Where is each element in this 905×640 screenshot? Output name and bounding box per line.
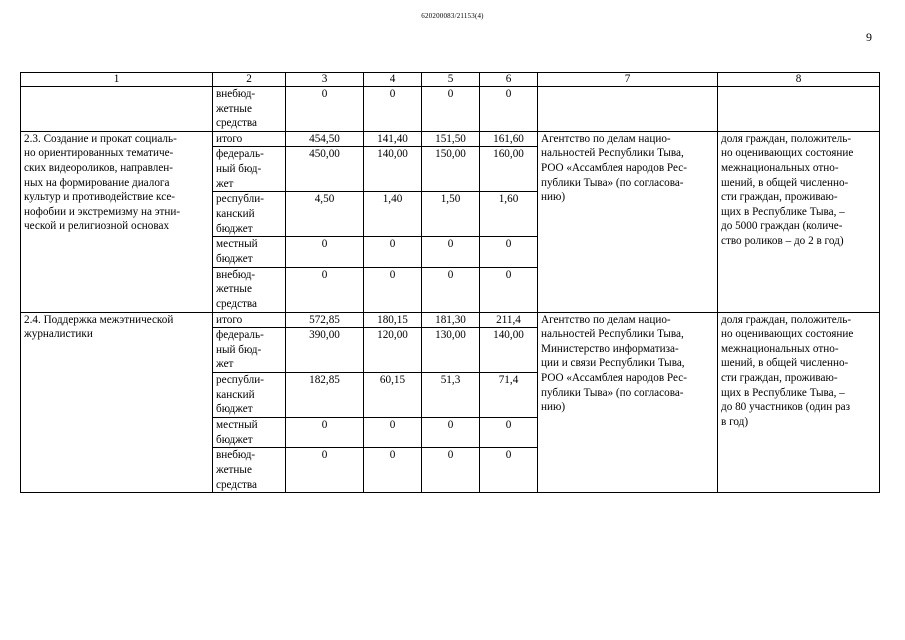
value-cell-year-2: 130,00: [422, 328, 480, 373]
activity-cell: 2.4. Поддержка межэтнической журналистики: [21, 312, 213, 493]
activity-cell: 2.3. Создание и прокат социаль- но ориентированных тематиче- ских видеороликов, направлен- ных на формирование диалога культур и противодействие ксе- нофобии и экстремизму на этни- ческой и религиозной основах: [21, 131, 213, 312]
value-cell-year-2: 1,50: [422, 192, 480, 237]
header-cell-col-3: 3: [286, 73, 364, 87]
value-cell-year-3: 1,60: [480, 192, 538, 237]
empty-executor-cell: [538, 87, 718, 132]
value-cell-year-1: 0: [364, 87, 422, 132]
value-cell-year-2: 0: [422, 448, 480, 493]
funding-source-cell: республи- канский бюджет: [213, 192, 286, 237]
header-cell-col-8: 8: [718, 73, 880, 87]
value-cell-year-2: 151,50: [422, 131, 480, 147]
value-cell-total: 0: [286, 267, 364, 312]
value-cell-total: 390,00: [286, 328, 364, 373]
header-cell-col-7: 7: [538, 73, 718, 87]
value-cell-year-3: 0: [480, 418, 538, 448]
table-row: [21, 312, 880, 328]
value-cell-year-3: 0: [480, 267, 538, 312]
value-cell-year-3: 0: [480, 87, 538, 132]
funding-source-cell: местный бюджет: [213, 237, 286, 267]
funding-source-cell: внебюд- жетные средства: [213, 448, 286, 493]
value-cell-total: 572,85: [286, 312, 364, 328]
value-cell-year-2: 0: [422, 418, 480, 448]
header-cell-col-6: 6: [480, 73, 538, 87]
carryover-row: [21, 87, 880, 132]
value-cell-year-3: 160,00: [480, 147, 538, 192]
value-cell-year-1: 0: [364, 267, 422, 312]
value-cell-year-3: 0: [480, 448, 538, 493]
value-cell-year-3: 211,4: [480, 312, 538, 328]
executor-cell: Агентство по делам нацио- нальностей Республики Тыва, РОО «Ассамблея народов Рес- публики Тыва» (по согласова- нию): [538, 131, 718, 312]
value-cell-year-1: 0: [364, 237, 422, 267]
value-cell-year-2: 0: [422, 87, 480, 132]
value-cell-total: 0: [286, 237, 364, 267]
header-cell-col-5: 5: [422, 73, 480, 87]
value-cell-year-1: 0: [364, 418, 422, 448]
value-cell-year-1: 1,40: [364, 192, 422, 237]
header-row: [21, 73, 880, 87]
value-cell-total: 0: [286, 87, 364, 132]
page-number: 9: [866, 30, 872, 44]
value-cell-year-1: 180,15: [364, 312, 422, 328]
value-cell-total: 454,50: [286, 131, 364, 147]
value-cell-year-2: 51,3: [422, 373, 480, 418]
funding-source-cell: республи- канский бюджет: [213, 373, 286, 418]
funding-source-cell: итого: [213, 131, 286, 147]
indicator-cell: доля граждан, положитель- но оценивающих состояние межнациональных отно- шений, в общей численно- сти граждан, проживаю- щих в Республике Тыва, – до 80 участников (один раз в год): [718, 312, 880, 493]
funding-source-cell: местный бюджет: [213, 418, 286, 448]
table-row: [21, 131, 880, 147]
header-cell-col-2: 2: [213, 73, 286, 87]
funding-source-cell: федераль- ный бюд- жет: [213, 147, 286, 192]
funding-source-cell: внебюд- жетные средства: [213, 267, 286, 312]
value-cell-year-1: 0: [364, 448, 422, 493]
value-cell-total: 0: [286, 448, 364, 493]
funding-source-cell: федераль- ный бюд- жет: [213, 328, 286, 373]
value-cell-year-3: 0: [480, 237, 538, 267]
header-cell-col-1: 1: [21, 73, 213, 87]
empty-indicator-cell: [718, 87, 880, 132]
table-body: [21, 73, 880, 493]
empty-activity-cell: [21, 87, 213, 132]
value-cell-year-1: 60,15: [364, 373, 422, 418]
value-cell-year-1: 120,00: [364, 328, 422, 373]
value-cell-year-1: 140,00: [364, 147, 422, 192]
document-id: 620200083/21153(4): [421, 12, 484, 20]
header-cell-col-4: 4: [364, 73, 422, 87]
funding-source-cell: внебюд- жетные средства: [213, 87, 286, 132]
value-cell-total: 0: [286, 418, 364, 448]
indicator-cell: доля граждан, положитель- но оценивающих состояние межнациональных отно- шений, в общей численно- сти граждан, проживаю- щих в Республике Тыва, – до 5000 граждан (количе- ство роликов – до 2 в год): [718, 131, 880, 312]
value-cell-year-2: 150,00: [422, 147, 480, 192]
value-cell-year-3: 71,4: [480, 373, 538, 418]
value-cell-year-2: 0: [422, 237, 480, 267]
executor-cell: Агентство по делам нацио- нальностей Республики Тыва, Министерство информатиза- ции и связи Республики Тыва, РОО «Ассамблея народов Рес- публики Тыва» (по согласова- нию): [538, 312, 718, 493]
value-cell-year-3: 161,60: [480, 131, 538, 147]
value-cell-total: 450,00: [286, 147, 364, 192]
value-cell-year-3: 140,00: [480, 328, 538, 373]
value-cell-total: 4,50: [286, 192, 364, 237]
budget-table: [20, 72, 880, 493]
value-cell-year-2: 181,30: [422, 312, 480, 328]
value-cell-total: 182,85: [286, 373, 364, 418]
value-cell-year-1: 141,40: [364, 131, 422, 147]
funding-source-cell: итого: [213, 312, 286, 328]
value-cell-year-2: 0: [422, 267, 480, 312]
